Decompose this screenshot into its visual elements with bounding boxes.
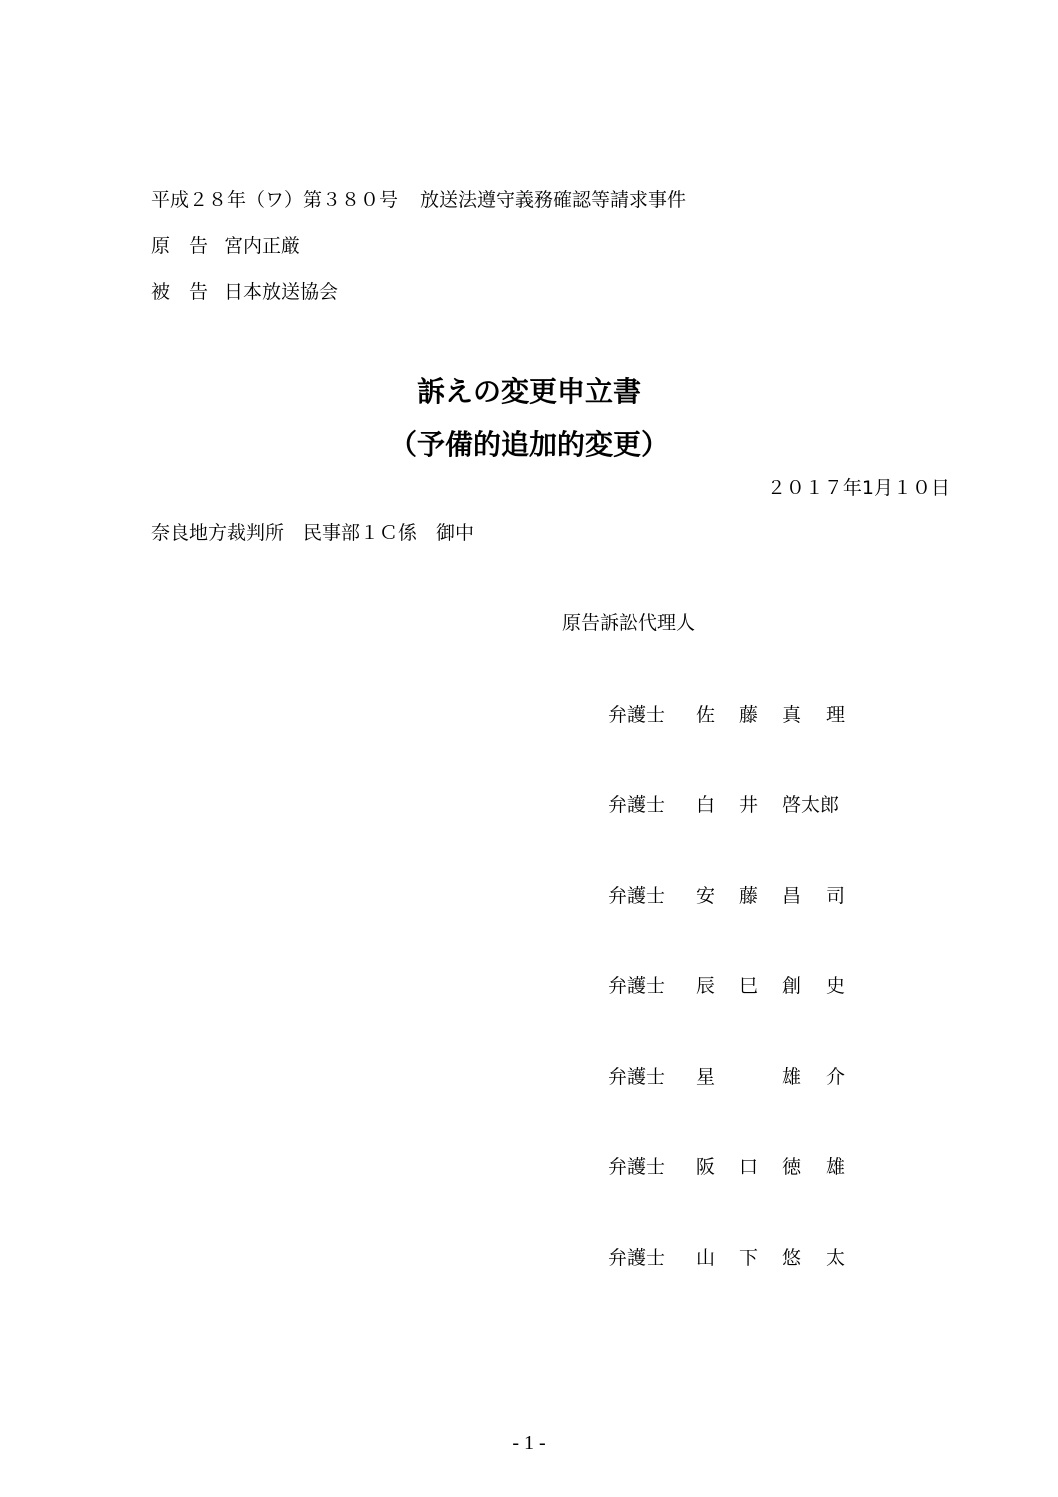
- lawyer-name-char: 創: [782, 975, 802, 997]
- lawyer-name-char: 佐: [696, 704, 716, 726]
- lawyer-name-char: 井: [739, 794, 759, 816]
- lawyer-name-char: 星: [696, 1066, 716, 1088]
- lawyer-name-char: 藤: [739, 704, 759, 726]
- lawyer-name-char: 理: [826, 704, 846, 726]
- lawyer-title: 弁護士: [608, 1066, 666, 1088]
- lawyer-name-char: 悠: [782, 1247, 802, 1269]
- lawyer-name-char: 安: [696, 885, 716, 907]
- counsel-label: 原告訴訟代理人: [562, 612, 696, 634]
- case-number-line: [151, 188, 686, 212]
- lawyer-name-char: 山: [696, 1247, 716, 1269]
- lawyer-name-char: 太: [826, 1247, 846, 1269]
- defendant-label: 被 告: [151, 281, 209, 303]
- lawyer-title: 弁護士: [608, 885, 666, 907]
- lawyer-name-char: 啓太郎: [782, 794, 840, 816]
- lawyer-name-char: 雄: [782, 1066, 802, 1088]
- lawyer-name-char: 下: [739, 1247, 759, 1269]
- document-subtitle: （予備的追加的変更）: [388, 428, 669, 461]
- case-name: 放送法遵守義務確認等請求事件: [420, 189, 687, 211]
- lawyer-title: 弁護士: [608, 794, 666, 816]
- defendant-line: [151, 280, 338, 304]
- court-addressee: 奈良地方裁判所 民事部１Ｃ係 御中: [151, 522, 475, 544]
- lawyer-name-char: 介: [826, 1066, 846, 1088]
- lawyer-title: 弁護士: [608, 975, 666, 997]
- plaintiff-name: 宮内正厳: [224, 235, 301, 257]
- document-title: 訴えの変更申立書: [416, 375, 641, 408]
- lawyer-title: 弁護士: [608, 1247, 666, 1269]
- lawyer-name-char: 白: [696, 794, 716, 816]
- lawyer-name-char: 阪: [696, 1156, 716, 1178]
- lawyer-name-char: 巳: [739, 975, 759, 997]
- lawyer-name-char: 藤: [739, 885, 759, 907]
- defendant-name: 日本放送協会: [224, 281, 339, 303]
- lawyer-name-char: 司: [826, 885, 846, 907]
- document-date: ２０１７年1月１０日: [766, 477, 950, 499]
- case-number: 平成２８年（ワ）第３８０号: [151, 189, 399, 211]
- lawyer-name-char: 昌: [782, 885, 802, 907]
- lawyer-name-char: 辰: [696, 975, 716, 997]
- lawyer-name-char: 史: [826, 975, 846, 997]
- lawyer-title: 弁護士: [608, 1156, 666, 1178]
- lawyer-name-char: 徳: [782, 1156, 802, 1178]
- lawyer-name-char: 雄: [826, 1156, 846, 1178]
- lawyer-title: 弁護士: [608, 704, 666, 726]
- lawyer-name-char: 口: [739, 1156, 759, 1178]
- page-number: - 1 -: [512, 1432, 546, 1454]
- plaintiff-label: 原 告: [151, 235, 209, 257]
- lawyer-name-char: 真: [782, 704, 802, 726]
- plaintiff-line: [151, 234, 300, 258]
